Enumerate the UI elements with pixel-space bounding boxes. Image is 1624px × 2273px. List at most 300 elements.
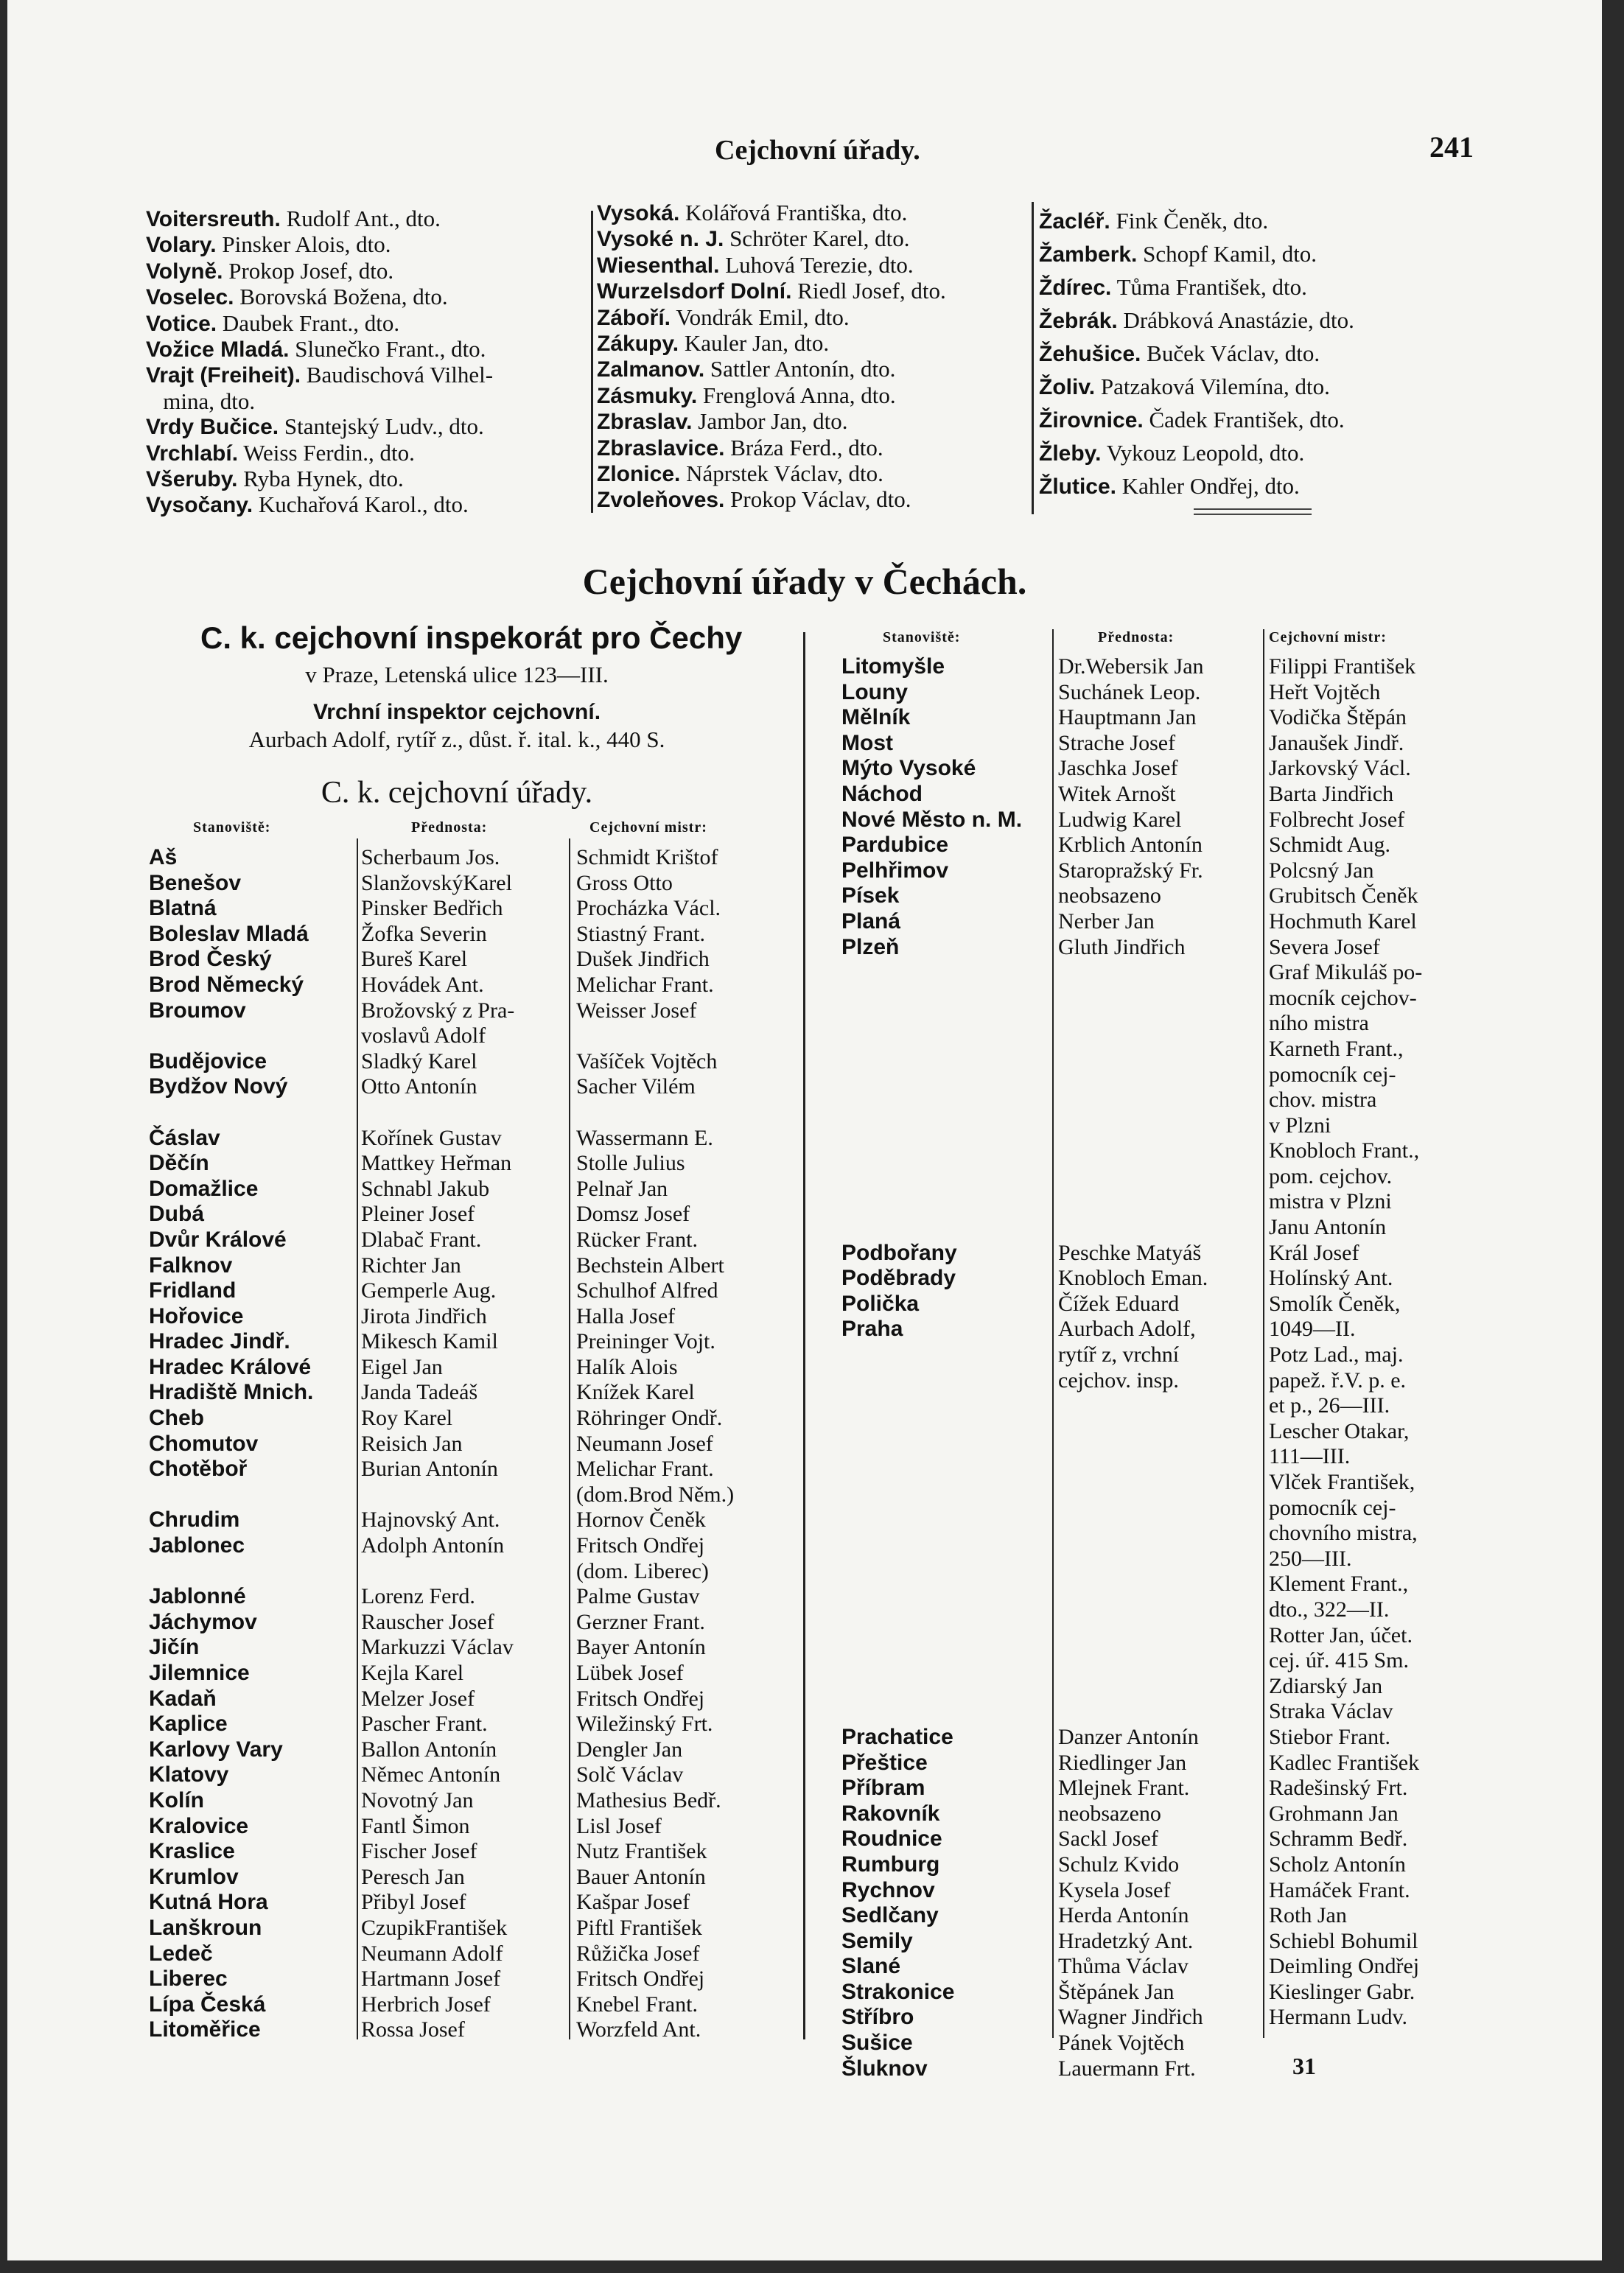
entry-text: Luhová Terezie, dto. <box>719 251 914 278</box>
head-cell: cejchov. insp. <box>1058 1367 1179 1393</box>
head-cell: Hajnovský Ant. <box>361 1507 500 1533</box>
head-cell: Pascher Frant. <box>361 1712 488 1737</box>
master-cell: Vodička Štěpán <box>1269 705 1407 730</box>
place-name: Žamberk. <box>1039 242 1138 267</box>
place-name: Žlutice. <box>1039 474 1117 499</box>
station-cell: Liberec <box>149 1966 228 1992</box>
top-list-column-2 <box>597 200 946 514</box>
station-cell: Broumov <box>149 998 246 1023</box>
entry-text: Kahler Ondřej, dto. <box>1116 473 1300 499</box>
running-header-title: Cejchovní úřady. <box>715 135 920 166</box>
master-cell: Bayer Antonín <box>576 1635 706 1660</box>
station-cell <box>841 1623 1022 1649</box>
master-cell: Röhringer Ondř. <box>576 1406 723 1431</box>
top-list-entry <box>597 409 946 435</box>
entry-text: Vondrák Emil, dto. <box>671 304 850 330</box>
master-cell: Kieslinger Gabr. <box>1269 1979 1415 2004</box>
entry-text: Buček Václav, dto. <box>1141 340 1320 366</box>
master-cell: Neumann Josef <box>576 1431 713 1456</box>
top-list-entry <box>1039 470 1354 503</box>
master-cell: pomocník cej- <box>1269 1062 1396 1087</box>
head-cell: Roy Karel <box>361 1406 453 1431</box>
master-cell: Fritsch Ondřej <box>576 1686 705 1711</box>
station-cell: Hradiště Mnich. <box>149 1380 314 1405</box>
table-divider <box>803 632 805 2039</box>
head-cell: Riedlinger Jan <box>1058 1750 1187 1775</box>
col-header-master-right: Cejchovní mistr: <box>1269 629 1387 645</box>
master-cell: Palme Gustav <box>576 1584 700 1609</box>
head-cell: Novotný Jan <box>361 1787 474 1813</box>
head-cell: Mlejnek Frant. <box>1058 1776 1190 1801</box>
entry-text: Drábková Anastázie, dto. <box>1117 307 1354 333</box>
head-cell: Burian Antonín <box>361 1457 498 1482</box>
place-name: Votice. <box>146 311 217 336</box>
top-list-entry <box>146 337 493 363</box>
station-cell: Brod Český <box>149 947 272 972</box>
head-cell: Nerber Jan <box>1058 908 1155 934</box>
head-cell <box>1058 1419 1208 1445</box>
station-cell <box>841 1189 1022 1215</box>
station-cell: Bydžov Nový <box>149 1074 288 1099</box>
station-cell <box>841 1062 1022 1088</box>
station-cell: Mělník <box>841 705 911 730</box>
master-cell: Radešinský Frt. <box>1269 1776 1408 1801</box>
station-cell: Louny <box>841 679 908 704</box>
master-cell: Rotter Jan, účet. <box>1269 1622 1413 1647</box>
station-cell <box>841 1037 1022 1062</box>
column-divider <box>1032 202 1034 514</box>
station-cell: Planá <box>841 908 901 934</box>
master-cell: chovního mistra, <box>1269 1521 1418 1546</box>
place-name: Volyně. <box>146 259 223 284</box>
col-header-master: Cejchovní mistr: <box>589 819 707 836</box>
head-cell <box>1058 1648 1208 1674</box>
head-cell: Gluth Jindřich <box>1058 934 1186 959</box>
left-masters-column <box>576 845 734 2043</box>
entry-text: Weiss Ferdin., dto. <box>238 439 415 466</box>
top-list-entry <box>597 461 946 487</box>
head-cell: Eigel Jan <box>361 1354 443 1379</box>
station-cell: Pelhřimov <box>841 858 949 883</box>
head-cell: Melzer Josef <box>361 1686 475 1711</box>
head-cell <box>1058 1547 1208 1572</box>
entry-text: Kauler Jan, dto. <box>679 330 830 357</box>
head-cell <box>1058 1699 1208 1725</box>
head-cell: Schnabl Jakub <box>361 1176 490 1201</box>
place-name: Zvoleňoves. <box>597 488 725 513</box>
master-cell: Fritsch Ondřej <box>576 1533 705 1558</box>
master-cell: Weisser Josef <box>576 998 697 1023</box>
top-list-column-1 <box>146 206 493 519</box>
top-list-entry <box>146 441 493 466</box>
right-masters-column <box>1269 654 1422 2031</box>
col-header-head: Přednosta: <box>411 819 488 836</box>
station-cell: Rychnov <box>841 1877 935 1902</box>
top-list-entry <box>1039 437 1354 470</box>
master-cell: Folbrecht Josef <box>1269 807 1405 832</box>
master-cell: Bechstein Albert <box>576 1253 724 1278</box>
top-list-entry <box>146 466 493 492</box>
station-cell: Chrudim <box>149 1507 240 1533</box>
col-header-station-right: Stanoviště: <box>883 629 961 645</box>
column-divider <box>1263 629 1264 2038</box>
head-cell: Otto Antonín <box>361 1074 477 1099</box>
station-cell: Hradec Králové <box>149 1354 312 1379</box>
head-cell <box>1058 1393 1208 1419</box>
station-cell: Rakovník <box>841 1801 940 1826</box>
place-name: Vrchlabí. <box>146 441 239 466</box>
station-cell: Litomyšle <box>841 654 945 679</box>
master-cell: Melichar Frant. <box>576 1457 714 1482</box>
entry-text: Borovská Božena, dto. <box>234 284 448 310</box>
head-cell: Dr.Webersik Jan <box>1058 654 1204 679</box>
master-cell: Sacher Vilém <box>576 1074 696 1099</box>
top-list-entry <box>597 357 946 382</box>
station-cell: Hořovice <box>149 1303 244 1328</box>
top-list-column-3 <box>1039 205 1354 503</box>
head-cell: Ludwig Karel <box>1058 807 1182 832</box>
head-cell <box>1058 1444 1208 1470</box>
station-cell: Dubá <box>149 1202 204 1227</box>
master-cell: Hermann Ludv. <box>1269 2005 1407 2030</box>
station-cell: Fridland <box>149 1278 237 1303</box>
entry-text: Prokop Václav, dto. <box>724 486 911 513</box>
top-list-entry <box>597 331 946 357</box>
top-list-entry <box>146 363 493 388</box>
master-cell: Vlček František, <box>1269 1470 1415 1494</box>
master-cell: Barta Jindřich <box>1269 781 1394 806</box>
page-number: 241 <box>1429 130 1474 164</box>
head-cell: Pleiner Josef <box>361 1202 475 1227</box>
master-cell: Bauer Antonín <box>576 1864 706 1889</box>
station-cell: Pardubice <box>841 833 949 858</box>
entry-text: Čadek František, dto. <box>1143 407 1345 432</box>
head-cell <box>361 1482 514 1508</box>
master-cell: Smolík Čeněk, <box>1269 1291 1401 1316</box>
place-name: Volary. <box>146 233 217 258</box>
head-cell: Gemperle Aug. <box>361 1278 497 1303</box>
master-cell: Lisl Josef <box>576 1813 662 1838</box>
station-cell: Chomutov <box>149 1431 259 1456</box>
head-cell <box>1058 1189 1208 1215</box>
place-name: Zbraslav. <box>597 410 693 435</box>
entry-text: Patzaková Vilemína, dto. <box>1095 374 1330 399</box>
head-cell: Lauermann Frt. <box>1058 2056 1196 2081</box>
top-list-entry <box>597 487 946 513</box>
place-name: Vožice Mladá. <box>146 337 290 363</box>
head-cell <box>1058 960 1208 986</box>
master-cell: Stiastný Frant. <box>576 921 706 946</box>
entry-text: Ryba Hynek, dto. <box>237 466 404 492</box>
master-cell: Hamáček Frant. <box>1269 1877 1410 1902</box>
head-cell: Peresch Jan <box>361 1864 465 1889</box>
station-cell: Kutná Hora <box>149 1890 268 1915</box>
head-cell: Schulz Kvido <box>1058 1852 1180 1877</box>
place-name: Žleby. <box>1039 441 1102 466</box>
master-cell: Gerzner Frant. <box>576 1609 705 1634</box>
top-list-entry <box>146 259 493 284</box>
station-cell: Kadaň <box>149 1686 217 1711</box>
master-cell: Straka Václav <box>1269 1699 1393 1724</box>
station-cell: Jilemnice <box>149 1661 250 1685</box>
station-cell <box>841 1572 1022 1597</box>
head-cell: Witek Arnošt <box>1058 781 1176 806</box>
station-cell <box>841 1215 1022 1241</box>
place-name: Žebrák. <box>1039 309 1118 333</box>
chief-inspector-name: Aurbach Adolf, rytíř z., důst. ř. ital. k., 440 S. <box>248 726 665 752</box>
master-cell: Schmidt Krištof <box>576 845 718 869</box>
left-stations-column <box>149 845 313 2043</box>
top-list-entry <box>597 279 946 304</box>
station-cell: Boleslav Mladá <box>149 921 309 946</box>
head-cell: Sackl Josef <box>1058 1827 1158 1852</box>
head-cell: Kysela Josef <box>1058 1877 1171 1902</box>
head-cell: Fantl Šimon <box>361 1813 470 1838</box>
top-list-entry <box>146 311 493 337</box>
top-list-entry <box>146 232 493 258</box>
entry-text: Bráza Ferd., dto. <box>724 434 883 460</box>
head-cell: Brožovský z Pra- <box>361 998 515 1023</box>
station-cell: Most <box>841 730 893 755</box>
place-name: Zlonice. <box>597 462 681 487</box>
place-name: Žacléř. <box>1039 209 1110 234</box>
master-cell: (dom. Liberec) <box>576 1558 709 1583</box>
master-cell: Klement Frant., <box>1269 1572 1409 1597</box>
col-header-head-right: Přednosta: <box>1098 629 1175 645</box>
master-cell: 1049—II. <box>1269 1317 1356 1342</box>
top-list-entry <box>146 414 493 440</box>
master-cell: Halík Alois <box>576 1354 678 1379</box>
master-cell: Nutz František <box>576 1839 707 1864</box>
head-cell: rytíř z, vrchní <box>1058 1342 1180 1367</box>
station-cell <box>149 1100 313 1126</box>
place-name: Vysoké n. J. <box>597 227 724 252</box>
master-cell: Wassermann E. <box>576 1125 713 1150</box>
station-cell: Semily <box>841 1928 913 1953</box>
top-list-entry <box>146 284 493 310</box>
master-cell: mocník cejchov- <box>1269 985 1417 1010</box>
station-cell: Krumlov <box>149 1864 239 1889</box>
place-name: Vrdy Bučice. <box>146 415 279 440</box>
master-cell: Schiebl Bohumil <box>1269 1928 1418 1953</box>
head-cell: Janda Tadeáš <box>361 1380 478 1405</box>
head-cell: Hartmann Josef <box>361 1966 501 1992</box>
master-cell: 111—III. <box>1269 1444 1351 1469</box>
master-cell: Hochmuth Karel <box>1269 908 1417 934</box>
end-rule <box>1194 508 1312 510</box>
station-cell: Chotěboř <box>149 1457 248 1482</box>
station-cell <box>841 1547 1022 1572</box>
station-cell: Nové Město n. M. <box>841 807 1023 832</box>
head-cell: Hradetzký Ant. <box>1058 1928 1194 1953</box>
entry-text: Schröter Karel, dto. <box>724 225 910 252</box>
top-list-entry <box>597 226 946 252</box>
head-cell: Hauptmann Jan <box>1058 705 1197 730</box>
entry-text: Schopf Kamil, dto. <box>1137 241 1317 267</box>
station-cell: Polička <box>841 1291 920 1316</box>
station-cell: Jáchymov <box>149 1609 257 1634</box>
head-cell: Fischer Josef <box>361 1839 477 1864</box>
station-cell <box>149 1559 313 1585</box>
place-name: Wurzelsdorf Dolní. <box>597 279 792 304</box>
head-cell: Thůma Václav <box>1058 1954 1189 1979</box>
entry-text: Náprstek Václav, dto. <box>680 460 883 487</box>
master-cell: Graf Mikuláš po- <box>1269 960 1423 985</box>
master-cell: ního mistra <box>1269 1011 1369 1036</box>
head-cell: Herda Antonín <box>1058 1903 1189 1928</box>
master-cell: Worzfeld Ant. <box>576 2017 701 2042</box>
head-cell <box>1058 1138 1208 1164</box>
entry-text: Fink Čeněk, dto. <box>1110 208 1269 234</box>
master-cell: Dušek Jindřich <box>576 947 710 972</box>
station-cell <box>841 1674 1022 1700</box>
station-cell: Jablonné <box>149 1584 246 1609</box>
master-cell: Schramm Bedř. <box>1269 1827 1408 1852</box>
place-name: Zásmuky. <box>597 383 698 408</box>
head-cell: Pánek Vojtěch <box>1058 2031 1185 2056</box>
head-cell <box>1058 1496 1208 1521</box>
master-cell: Melichar Frant. <box>576 972 714 997</box>
head-cell: Mattkey Heřman <box>361 1151 512 1176</box>
station-cell: Podbořany <box>841 1240 957 1265</box>
master-cell: Král Josef <box>1269 1240 1359 1265</box>
head-cell: Dlabač Frant. <box>361 1227 482 1252</box>
station-cell: Šluknov <box>841 2056 928 2081</box>
head-cell: Herbrich Josef <box>361 1992 491 2017</box>
master-cell: Kadlec František <box>1269 1750 1420 1775</box>
master-cell: Solč Václav <box>576 1762 684 1787</box>
place-name: Zalmanov. <box>597 357 705 382</box>
top-list-entry <box>597 253 946 279</box>
document-page <box>7 0 1602 2260</box>
master-cell: Stiebor Frant. <box>1269 1724 1390 1749</box>
place-name: Žehušice. <box>1039 342 1141 366</box>
master-cell: pom. cejchov. <box>1269 1163 1393 1188</box>
entry-text: Prokop Josef, dto. <box>223 257 394 284</box>
station-cell <box>841 1648 1022 1674</box>
station-cell <box>841 1444 1022 1470</box>
master-cell: papež. ř.V. p. e. <box>1269 1367 1407 1393</box>
master-cell: Lübek Josef <box>576 1661 684 1685</box>
master-cell: dto., 322—II. <box>1269 1597 1390 1622</box>
station-cell: Praha <box>841 1317 903 1342</box>
head-cell <box>1058 1521 1208 1547</box>
station-cell <box>841 960 1022 986</box>
master-cell: Halla Josef <box>576 1303 676 1328</box>
station-cell: Plzeň <box>841 934 900 959</box>
master-cell: Heřt Vojtěch <box>1269 679 1381 704</box>
top-list-entry <box>146 389 493 414</box>
head-cell: Ballon Antonín <box>361 1737 497 1762</box>
top-list-entry <box>146 206 493 232</box>
entry-text: Vykouz Leopold, dto. <box>1101 440 1305 466</box>
station-cell: Aš <box>149 845 178 869</box>
top-list-entry <box>597 383 946 409</box>
station-cell <box>149 1482 313 1508</box>
head-cell <box>361 1100 514 1126</box>
head-cell <box>1058 1113 1208 1139</box>
head-cell <box>1058 1011 1208 1037</box>
place-name: Žoliv. <box>1039 375 1096 399</box>
head-cell: voslavů Adolf <box>361 1023 486 1048</box>
place-name: Wiesenthal. <box>597 253 720 278</box>
end-rule <box>1194 514 1312 515</box>
head-cell: Čížek Eduard <box>1058 1291 1180 1316</box>
head-cell <box>1058 1674 1208 1700</box>
section-title: Cejchovní úřady v Čechách. <box>582 561 1027 602</box>
entry-text: Sattler Antonín, dto. <box>704 356 896 382</box>
master-cell: Domsz Josef <box>576 1202 690 1227</box>
top-list-entry <box>597 305 946 331</box>
place-name: Zbraslavice. <box>597 435 725 460</box>
entry-text: Jambor Jan, dto. <box>692 408 848 435</box>
station-cell: Benešov <box>149 870 242 895</box>
station-cell: Budějovice <box>149 1048 267 1074</box>
master-cell: pomocník cej- <box>1269 1495 1396 1520</box>
station-cell <box>841 1699 1022 1725</box>
head-cell: Neumann Adolf <box>361 1941 503 1966</box>
master-cell: Piftl František <box>576 1915 702 1940</box>
top-list-entry <box>1039 371 1354 404</box>
master-cell: Jarkovský Václ. <box>1269 756 1411 781</box>
master-cell: 250—III. <box>1269 1546 1352 1571</box>
station-cell <box>841 1138 1022 1164</box>
col-header-station: Stanoviště: <box>193 819 271 836</box>
station-cell: Čáslav <box>149 1125 220 1150</box>
head-cell: Wagner Jindřich <box>1058 2005 1203 2030</box>
entry-text: Pinsker Alois, dto. <box>216 231 391 258</box>
station-cell: Strakonice <box>841 1979 955 2004</box>
master-cell <box>576 1023 734 1049</box>
head-cell <box>1058 986 1208 1012</box>
entry-text: Slunečko Frant., dto. <box>289 336 486 363</box>
head-cell: Adolph Antonín <box>361 1533 505 1558</box>
head-cell: neobsazeno <box>1058 1801 1161 1826</box>
place-name: Voitersreuth. <box>146 207 281 231</box>
right-heads-column <box>1058 654 1208 2081</box>
entry-text: Baudischová Vilhel- <box>301 362 494 388</box>
head-cell: Kejla Karel <box>361 1661 464 1685</box>
station-cell: Kralovice <box>149 1813 249 1838</box>
head-cell: Knobloch Eman. <box>1058 1266 1208 1291</box>
head-cell: Mikesch Kamil <box>361 1329 498 1354</box>
signature-number: 31 <box>1292 2053 1316 2079</box>
head-cell <box>1058 1597 1208 1623</box>
station-cell <box>841 1342 1022 1368</box>
master-cell: Schulhof Alfred <box>576 1278 718 1303</box>
column-divider <box>357 838 358 2039</box>
column-divider <box>1052 629 1054 2038</box>
master-cell: Procházka Václ. <box>576 896 721 921</box>
top-list-entry <box>146 492 493 518</box>
top-list-entry <box>1039 238 1354 271</box>
head-cell: Štěpánek Jan <box>1058 1979 1175 2004</box>
head-cell: Sladký Karel <box>361 1048 477 1074</box>
place-name: Zákupy. <box>597 332 679 357</box>
place-name: Záboří. <box>597 305 671 330</box>
station-cell <box>841 1597 1022 1623</box>
inspectorate-title: C. k. cejchovní inspekorát pro Čechy <box>200 620 743 655</box>
head-cell: Rossa Josef <box>361 2017 465 2042</box>
head-cell <box>1058 1572 1208 1597</box>
station-cell <box>841 1164 1022 1190</box>
station-cell: Děčín <box>149 1151 209 1176</box>
head-cell: SlanžovskýKarel <box>361 870 512 895</box>
master-cell: mistra v Plzni <box>1269 1189 1392 1214</box>
column-divider <box>569 838 570 2039</box>
head-cell: Němec Antonín <box>361 1762 501 1787</box>
head-cell: Reisich Jan <box>361 1431 463 1456</box>
